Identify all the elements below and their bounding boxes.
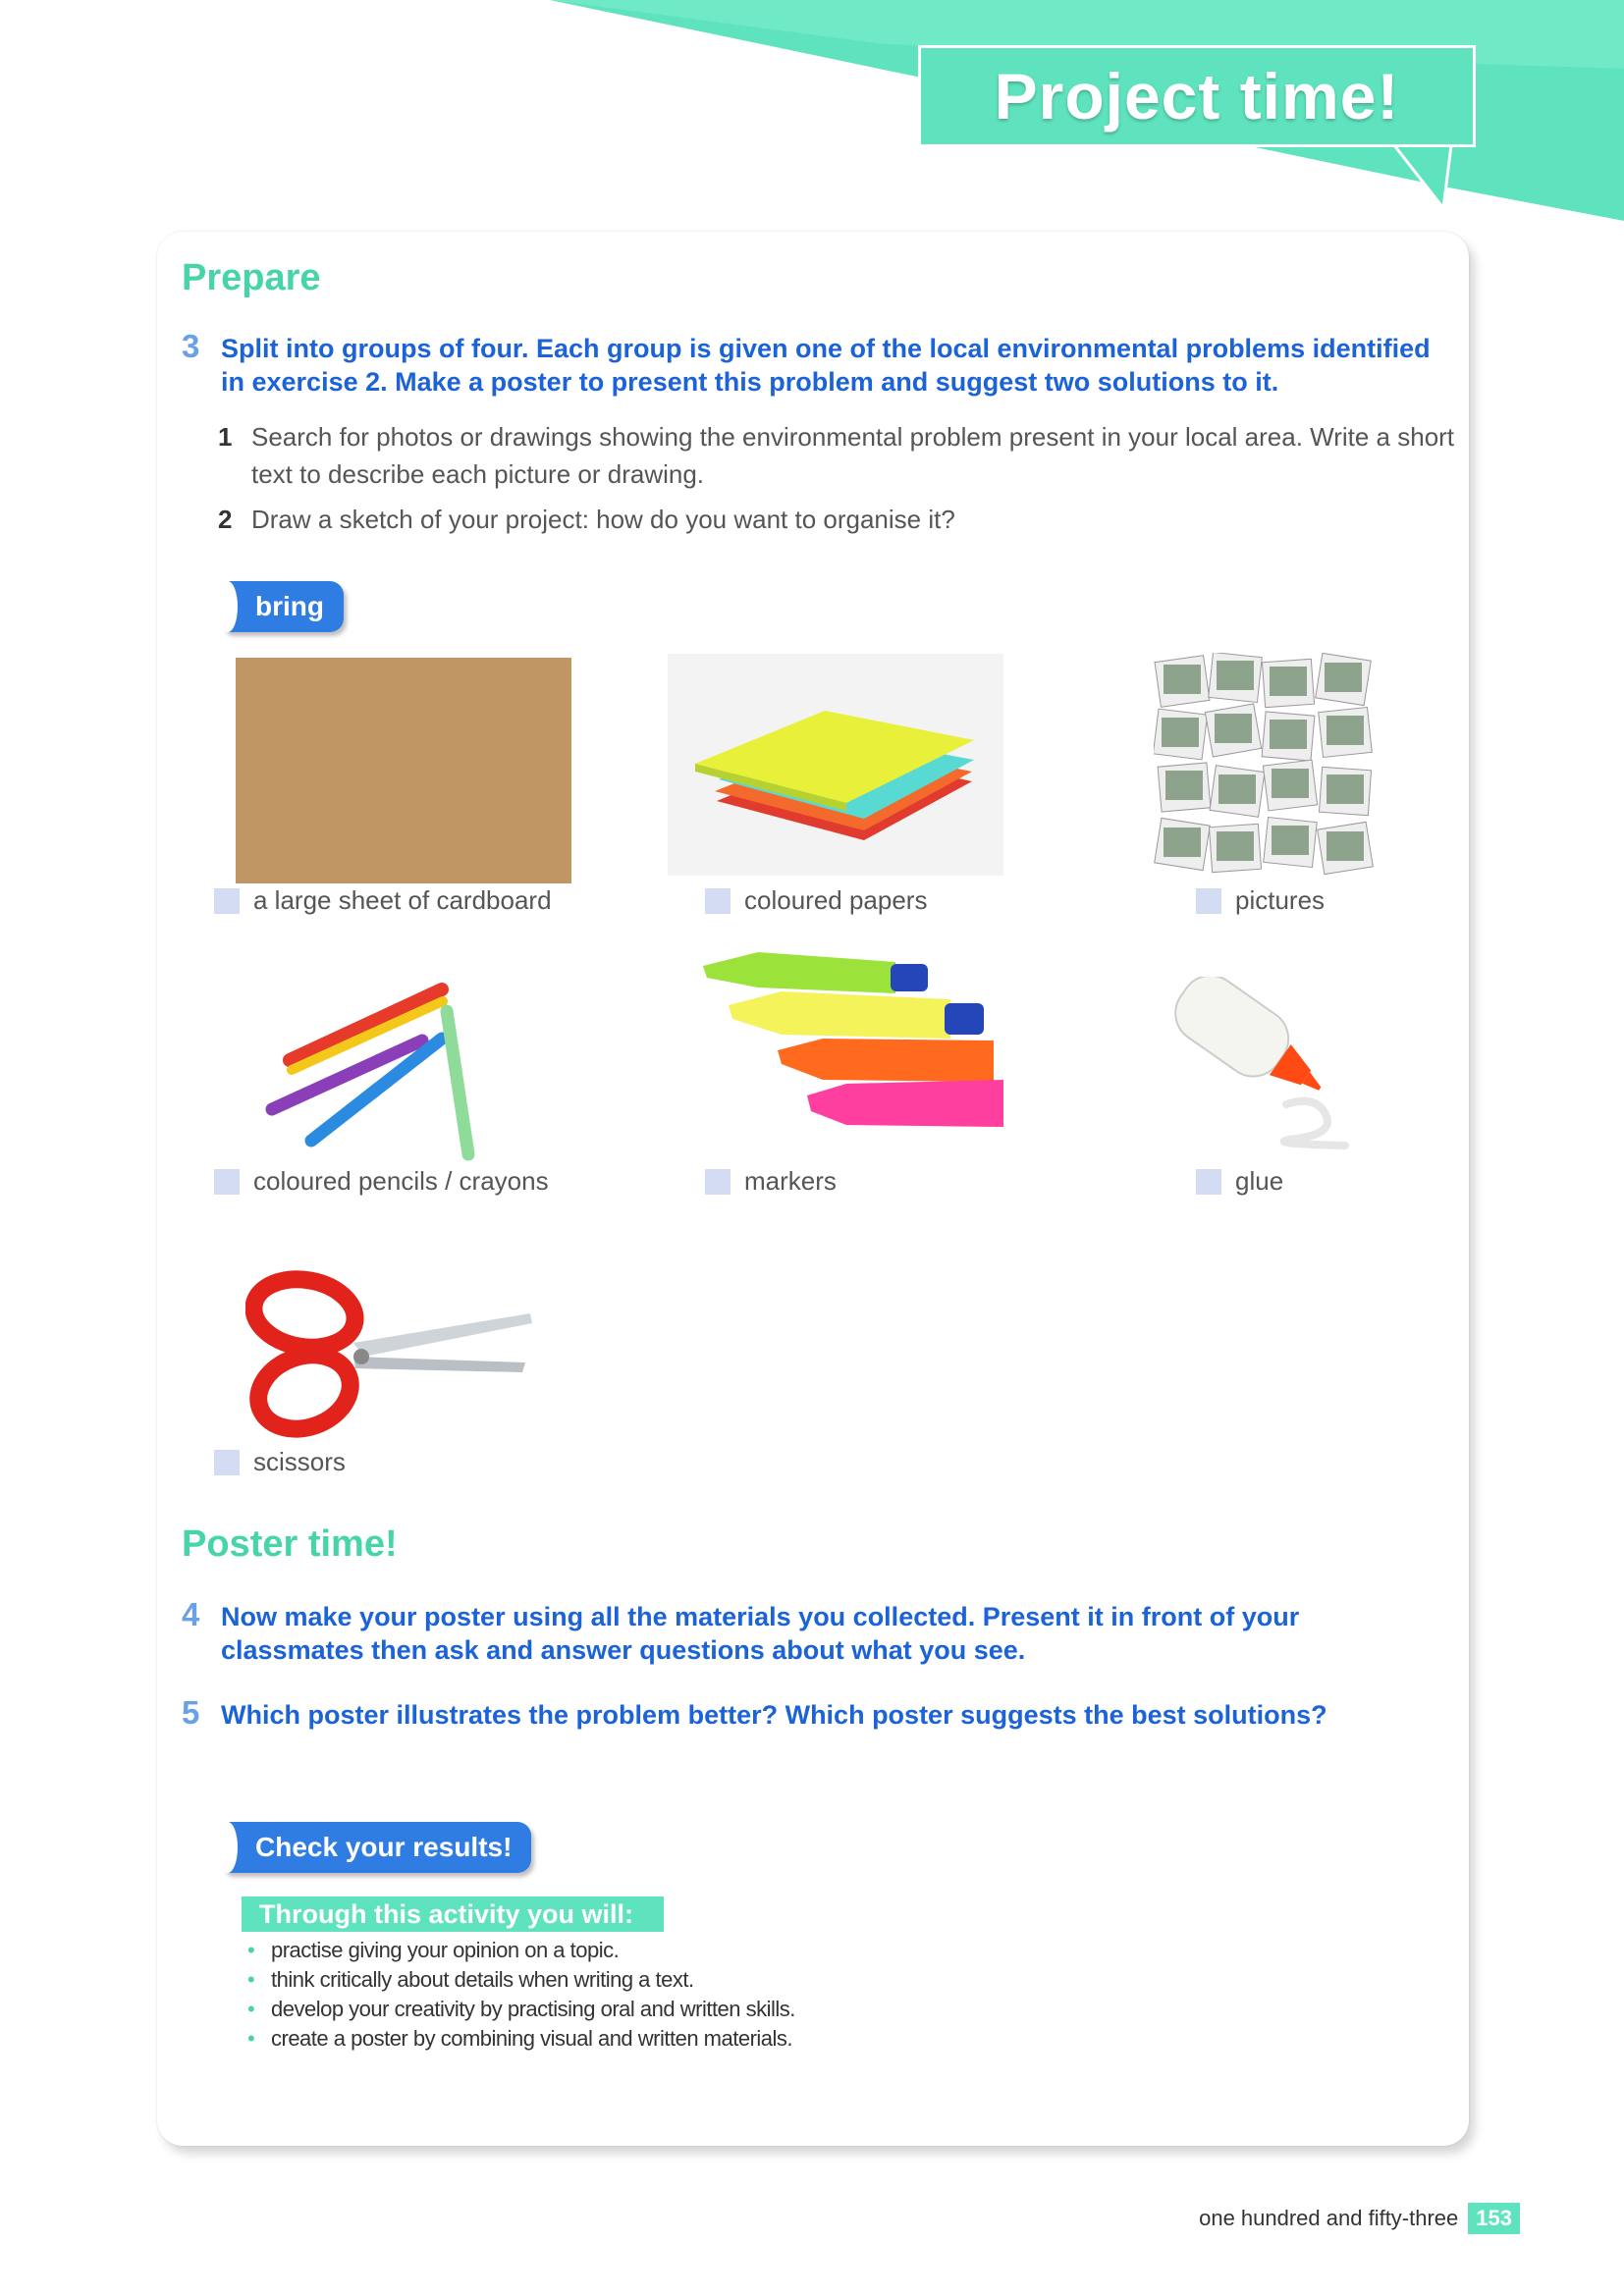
item-scissors[interactable] xyxy=(214,1447,346,1477)
check-results-tab xyxy=(224,1822,531,1873)
cardboard-image xyxy=(236,658,571,883)
bring-tab xyxy=(224,581,344,632)
scissors-image xyxy=(245,1266,540,1443)
page-footer xyxy=(1199,2203,1520,2234)
checkbox[interactable] xyxy=(214,888,240,914)
checkbox[interactable] xyxy=(214,1450,240,1475)
step-number: 2 xyxy=(218,505,233,534)
item-label: scissors xyxy=(253,1447,346,1476)
exercise-text: Now make your poster using all the materials you collected. Present it in front of your classmates then ask and answer questions about what you see. xyxy=(221,1602,1300,1665)
item-cardboard[interactable] xyxy=(214,885,552,916)
checkbox[interactable] xyxy=(1196,888,1221,914)
item-coloured-papers[interactable] xyxy=(705,885,927,916)
list-item: • think critically about details when writing a text. xyxy=(245,1965,795,1995)
checkbox[interactable] xyxy=(1196,1169,1221,1195)
page-number-words: one hundred and fifty-three xyxy=(1199,2206,1459,2230)
crayons-image xyxy=(250,972,496,1168)
step-1 xyxy=(218,418,1455,493)
checkbox[interactable] xyxy=(214,1169,240,1195)
check-results-label: Check your results! xyxy=(255,1832,513,1862)
prepare-heading: Prepare xyxy=(182,257,321,298)
item-label: glue xyxy=(1235,1166,1284,1196)
exercise-text: Split into groups of four. Each group is given one of the local environmental problems identified in exercise 2. Make a poster to present this problem and suggest two solutions to it. xyxy=(221,334,1431,397)
page-number: 153 xyxy=(1468,2203,1520,2234)
coloured-papers-image xyxy=(668,654,1003,876)
item-glue[interactable] xyxy=(1196,1166,1283,1197)
item-pictures[interactable] xyxy=(1196,885,1325,916)
exercise-number: 3 xyxy=(182,328,200,364)
list-item: • develop your creativity by practising oral and written skills. xyxy=(245,1995,795,2024)
exercise-text: Which poster illustrates the problem better? Which poster suggests the best solutions? xyxy=(221,1700,1327,1730)
checkbox[interactable] xyxy=(705,1169,731,1195)
step-number: 1 xyxy=(218,422,233,452)
poster-heading: Poster time! xyxy=(182,1523,398,1565)
exercise-number: 5 xyxy=(182,1694,200,1731)
bring-label: bring xyxy=(255,591,324,621)
markers-image xyxy=(699,944,1003,1145)
step-text: Draw a sketch of your project: how do you want to organise it? xyxy=(251,505,955,534)
item-label: coloured papers xyxy=(744,885,928,915)
through-activity-banner: Through this activity you will: xyxy=(242,1896,664,1932)
list-item: • create a poster by combining visual and written materials. xyxy=(245,2024,795,2054)
item-markers[interactable] xyxy=(705,1166,837,1197)
step-2 xyxy=(218,501,1455,538)
step-text: Search for photos or drawings showing the environmental problem present in your local area. Write a short text to describe each picture or drawing. xyxy=(251,422,1455,489)
glue-image xyxy=(1149,977,1384,1153)
exercise-number: 4 xyxy=(182,1596,200,1632)
item-label: a large sheet of cardboard xyxy=(253,885,552,915)
pictures-collage-image xyxy=(1154,653,1378,877)
outcomes-list xyxy=(245,1936,795,2054)
item-label: coloured pencils / crayons xyxy=(253,1166,549,1196)
list-item: • practise giving your opinion on a topic. xyxy=(245,1936,795,1965)
page-title: Project time! xyxy=(918,45,1476,147)
item-crayons[interactable] xyxy=(214,1166,549,1197)
exercise-4 xyxy=(182,1596,1360,1667)
item-label: pictures xyxy=(1235,885,1326,915)
exercise-5 xyxy=(182,1694,1458,1732)
exercise-3 xyxy=(182,328,1448,399)
item-label: markers xyxy=(744,1166,837,1196)
checkbox[interactable] xyxy=(705,888,731,914)
